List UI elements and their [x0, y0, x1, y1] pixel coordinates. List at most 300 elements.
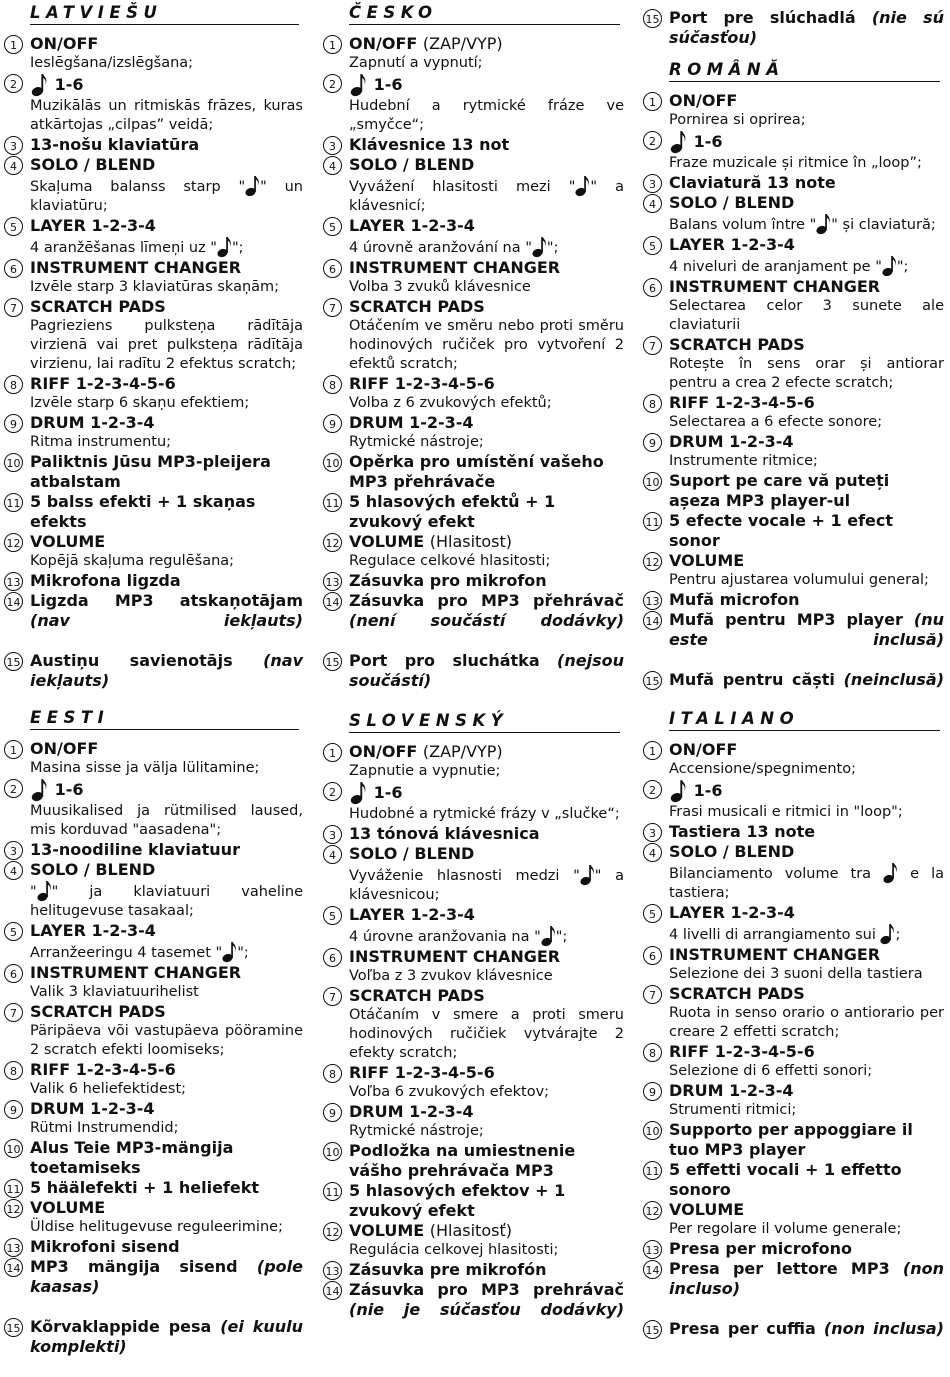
item-title: [349, 1063, 624, 1083]
item-title-text: 1-6: [373, 783, 403, 802]
item-title-note: (nav iekļauts): [30, 611, 303, 630]
item-title-text: ON/OFF: [669, 740, 738, 759]
item-description-start: 4 aranžēšanas līmeņi uz ": [30, 240, 217, 256]
item-title-extra: (Hlasitost): [429, 532, 512, 551]
music-note-icon: [532, 236, 547, 258]
list-item: [4, 963, 303, 1002]
list-item: [323, 824, 624, 844]
item-number-badge: 13: [323, 572, 342, 591]
item-title-text: Paliktnis Jūsu MP3-pleijera atbalstam: [30, 452, 271, 491]
section-heading: SLOVENSKÝ: [349, 710, 620, 733]
item-description: Masina sisse ja välja lülitamine;: [30, 760, 260, 776]
item-title: [30, 1198, 303, 1218]
list-item: [323, 135, 624, 155]
list-item: [4, 216, 303, 258]
item-title-text: Supporto per appoggiare il tuo MP3 player: [669, 1120, 913, 1159]
item-description: Izvēle starp 3 klaviatūras skaņām;: [30, 279, 280, 295]
list-item: [4, 297, 303, 374]
item-description: [349, 175, 624, 216]
item-number-badge: 4: [643, 194, 662, 213]
item-title-text: 13 tónová klávesnica: [349, 824, 540, 843]
item-description: [30, 941, 303, 963]
item-title: [669, 590, 944, 610]
item-number-badge: 2: [643, 131, 662, 150]
item-description: Rytmické nástroje;: [349, 434, 484, 450]
item-number-badge: 5: [323, 217, 342, 236]
item-title-text: SCRATCH PADS: [30, 297, 166, 316]
item-title-text: Mikrofona ligzda: [30, 571, 181, 590]
item-title: [30, 739, 303, 759]
item-title-text: INSTRUMENT CHANGER: [669, 945, 881, 964]
item-description: Üldise helitugevuse reguleerimine;: [30, 1219, 283, 1235]
item-number-badge: 10: [4, 1139, 23, 1158]
item-number-badge: 5: [643, 904, 662, 923]
music-note-icon: [816, 213, 831, 235]
item-title: [30, 297, 303, 317]
item-title-text: 13-nošu klaviatūra: [30, 135, 200, 154]
item-title-text: 1-6: [693, 132, 723, 151]
item-number-badge: 4: [323, 156, 342, 175]
list-item: [323, 1102, 624, 1141]
item-description: Voľba 6 zvukových efektov;: [349, 1084, 550, 1100]
item-description-end: ";: [555, 929, 568, 945]
item-description-end: ";: [231, 240, 244, 256]
item-title: [30, 840, 303, 860]
item-title: [349, 492, 624, 532]
item-number-badge: 6: [323, 259, 342, 278]
item-title: [669, 842, 944, 862]
item-title-text: VOLUME: [669, 551, 745, 570]
music-note-icon: [880, 923, 895, 945]
item-number-badge: 14: [4, 1258, 23, 1277]
list-item: [323, 258, 624, 297]
item-number-badge: 7: [643, 985, 662, 1004]
music-note-icon: [37, 880, 52, 902]
item-number-badge: 14: [323, 592, 342, 611]
item-title-text: INSTRUMENT CHANGER: [349, 258, 561, 277]
item-description-end: e la tastiera;: [669, 866, 944, 901]
item-title-text: 5 hlasových efektů + 1 zvukový efekt: [349, 492, 556, 531]
list-item: [643, 551, 944, 590]
item-number-badge: 7: [643, 336, 662, 355]
list-item: [643, 984, 944, 1042]
music-note-icon: [541, 925, 556, 947]
item-title-extra: (ZAP/VYP): [422, 742, 503, 761]
item-number-badge: 2: [4, 779, 23, 798]
item-description: Ritma instrumentu;: [30, 434, 172, 450]
item-number-badge: 15: [643, 671, 662, 690]
list-item: [4, 258, 303, 297]
item-title: [349, 413, 624, 433]
section-slovensky: [323, 710, 624, 1340]
item-title: [669, 740, 944, 760]
item-title: [349, 1221, 624, 1241]
item-number-badge: 4: [4, 156, 23, 175]
item-title-text: SCRATCH PADS: [349, 986, 485, 1005]
item-title-text: RIFF 1-2-3-4-5-6: [30, 374, 176, 393]
item-title-note: (nie je súčasťou dodávky): [349, 1300, 624, 1319]
item-title: [30, 1099, 303, 1119]
music-note-icon: [245, 175, 260, 197]
item-title: [30, 135, 303, 155]
list-item: [643, 393, 944, 432]
item-number-badge: 7: [4, 1003, 23, 1022]
list-item: [643, 1160, 944, 1200]
item-title: [669, 1319, 944, 1359]
item-description: Regulácia celkovej hlasitosti;: [349, 1242, 559, 1258]
item-number-badge: 1: [323, 743, 342, 762]
item-description: Muzikālās un ritmiskās frāzes, kuras atkārtojas „cilpas” veidā;: [30, 98, 303, 133]
item-title: [30, 651, 303, 711]
item-title-text: Tastiera 13 note: [669, 822, 816, 841]
item-title-note: (ei kuulu komplekti): [30, 1317, 303, 1356]
item-number-badge: 9: [323, 414, 342, 433]
item-description-end: " ja klaviatuuri vaheline helitugevuse tasakaal;: [30, 884, 303, 919]
item-description-start: 4 úrovně aranžování na ": [349, 240, 532, 256]
item-description-end: ";: [896, 259, 909, 275]
item-number-badge: 13: [643, 1240, 662, 1259]
item-title: [669, 432, 944, 452]
item-title-extra: (Hlasitosť): [429, 1221, 512, 1240]
item-title: [349, 216, 624, 236]
item-description: [669, 213, 944, 235]
item-number-badge: 4: [4, 861, 23, 880]
item-description: Ieslēgšana/izslēgšana;: [30, 55, 194, 71]
item-title-text: RIFF 1-2-3-4-5-6: [669, 393, 815, 412]
list-item: [643, 1319, 944, 1359]
item-number-badge: 1: [4, 740, 23, 759]
item-number-badge: 15: [4, 1318, 23, 1337]
item-title: [669, 471, 944, 511]
item-description: Rotește în sens orar și antiorar pentru a crea 2 efecte scratch;: [669, 356, 944, 391]
item-title-extra: (ZAP/VYP): [422, 34, 503, 53]
item-title: [30, 1138, 303, 1178]
item-description: Per regolare il volume generale;: [669, 1221, 902, 1237]
item-description: Strumenti ritmici;: [669, 1102, 797, 1118]
list-item: [643, 670, 944, 710]
item-number-badge: 2: [323, 782, 342, 801]
section-italiano: [643, 708, 944, 1359]
item-number-badge: 15: [4, 652, 23, 671]
item-title: [349, 155, 624, 175]
item-title-text: Presa per cuffia: [669, 1319, 816, 1338]
item-number-badge: 2: [4, 74, 23, 93]
list-item: [323, 1221, 624, 1260]
music-note-icon: [575, 175, 590, 197]
item-number-badge: 8: [643, 394, 662, 413]
section-cesko: [323, 2, 624, 711]
item-title-text: Zásuvka pro mikrofon: [349, 571, 547, 590]
list-item: [323, 844, 624, 905]
music-note-icon: [882, 255, 897, 277]
item-title-text: RIFF 1-2-3-4-5-6: [349, 374, 495, 393]
item-title-text: DRUM 1-2-3-4: [349, 1102, 474, 1121]
item-number-badge: 11: [323, 493, 342, 512]
item-title: [349, 258, 624, 278]
item-description: Otáčaním v smere a proti smeru hodinových ručičiek vytvárajte 2 efekty scratch;: [349, 1007, 624, 1061]
item-title-text: RIFF 1-2-3-4-5-6: [669, 1042, 815, 1061]
list-item: [323, 413, 624, 452]
item-description: [669, 862, 944, 903]
item-title-text: RIFF 1-2-3-4-5-6: [349, 1063, 495, 1082]
list-item: [4, 778, 303, 840]
item-title: [669, 1160, 944, 1200]
section-heading: ITALIANO: [669, 708, 940, 731]
item-title-text: Claviatură 13 note: [669, 173, 836, 192]
item-title-text: Mufă pentru căști: [669, 670, 835, 689]
list-item: [4, 571, 303, 591]
item-title-text: SOLO / BLEND: [669, 193, 795, 212]
item-title: [669, 610, 944, 670]
item-title-note: (pole kaasas): [30, 1257, 303, 1296]
item-title-text: VOLUME: [669, 1200, 745, 1219]
list-item: [4, 1099, 303, 1138]
list-item: [4, 860, 303, 921]
item-title-text: Mufă pentru MP3 player: [669, 610, 903, 629]
item-title-text: 1-6: [54, 780, 84, 799]
item-number-badge: 12: [4, 533, 23, 552]
list-item: [643, 1259, 944, 1319]
list-item: [4, 374, 303, 413]
list-item: [4, 840, 303, 860]
item-description: [30, 175, 303, 216]
list-item: [643, 130, 944, 173]
item-description-start: Bilanciamento volume tra: [669, 866, 884, 882]
item-title: [669, 130, 944, 154]
list-item: [4, 1317, 303, 1377]
list-item: [323, 1063, 624, 1102]
item-description-start: Balans volum între ": [669, 217, 817, 233]
item-number-badge: 14: [323, 1281, 342, 1300]
music-note-icon: [883, 862, 898, 884]
item-title: [349, 742, 624, 762]
item-title-text: DRUM 1-2-3-4: [669, 432, 794, 451]
list-item: [323, 571, 624, 591]
item-title-text: SCRATCH PADS: [669, 335, 805, 354]
item-description: Selezione dei 3 suoni della tastiera: [669, 966, 923, 982]
item-description: Hudobné a rytmické frázy v „slučke“;: [349, 806, 620, 822]
item-title-text: 5 balss efekti + 1 skaņas efekts: [30, 492, 256, 531]
item-title: [349, 905, 624, 925]
item-description: [349, 236, 624, 258]
item-title-text: ON/OFF: [349, 742, 418, 761]
list-item: [4, 1002, 303, 1060]
item-number-badge: 13: [4, 572, 23, 591]
list-item: [643, 740, 944, 779]
item-description: Selectarea celor 3 sunete ale claviaturii: [669, 298, 944, 333]
item-number-badge: 2: [323, 74, 342, 93]
item-number-badge: 12: [643, 552, 662, 571]
item-number-badge: 13: [643, 591, 662, 610]
item-number-badge: 11: [643, 1161, 662, 1180]
item-description-start: Vyvážení hlasitosti mezi ": [349, 179, 576, 195]
item-title-text: DRUM 1-2-3-4: [349, 413, 474, 432]
item-title-text: SOLO / BLEND: [669, 842, 795, 861]
item-title: [669, 1239, 944, 1259]
item-number-badge: 5: [323, 906, 342, 925]
item-number-badge: 5: [4, 217, 23, 236]
item-title: [30, 1060, 303, 1080]
item-description: Otáčením ve směru nebo proti směru hodinových ručiček pro vytvoření 2 efektů scratch;: [349, 318, 624, 372]
list-item: [323, 297, 624, 374]
item-title-text: MP3 mängija sisend: [30, 1257, 238, 1276]
item-number-badge: 15: [323, 652, 342, 671]
item-number-badge: 5: [4, 922, 23, 941]
list-item: [643, 945, 944, 984]
music-note-icon: [30, 778, 49, 802]
item-title: [30, 1178, 303, 1198]
list-item: [323, 986, 624, 1063]
item-description-start: ": [30, 884, 37, 900]
item-number-badge: 11: [323, 1182, 342, 1201]
item-title-text: SCRATCH PADS: [30, 1002, 166, 1021]
item-title: [30, 532, 303, 552]
list-item: [323, 374, 624, 413]
item-title-text: DRUM 1-2-3-4: [30, 413, 155, 432]
list-item: [323, 452, 624, 492]
item-title: [669, 984, 944, 1004]
item-title-note: (non inclusa): [823, 1319, 944, 1338]
section-romana: [643, 59, 944, 710]
list-item: [643, 511, 944, 551]
item-number-badge: 3: [4, 841, 23, 860]
item-number-badge: 10: [323, 1142, 342, 1161]
list-item: [323, 1181, 624, 1221]
item-description: [30, 880, 303, 921]
item-number-badge: 5: [643, 236, 662, 255]
item-title-text: 5 effetti vocali + 1 effetto sonoro: [669, 1160, 902, 1199]
list-item: [323, 591, 624, 651]
section-latviesu: [4, 2, 303, 711]
list-item: [4, 532, 303, 571]
item-title: [30, 34, 303, 54]
item-number-badge: 6: [323, 948, 342, 967]
item-title: [30, 1317, 303, 1377]
item-title-text: LAYER 1-2-3-4: [349, 905, 475, 924]
list-item: [643, 1239, 944, 1259]
section-eesti: [4, 707, 303, 1377]
item-title: [349, 374, 624, 394]
item-description: Ruota in senso orario o antiorario per creare 2 effetti scratch;: [669, 1005, 944, 1040]
item-title-text: Zásuvka pro MP3 přehrávač: [349, 591, 624, 610]
item-description: Volba z 6 zvukových efektů;: [349, 395, 552, 411]
item-title: [669, 945, 944, 965]
item-description: Pagrieziens pulksteņa rādītāja virzienā vai pret pulksteņa rādītāja virzienu, lai radītu 2 efektus scratch;: [30, 318, 303, 372]
item-title: [669, 1200, 944, 1220]
item-description-end: " un klaviatūru;: [30, 179, 303, 214]
item-title: [349, 1260, 624, 1280]
item-number-badge: 11: [4, 1179, 23, 1198]
item-title: [349, 532, 624, 552]
list-item: [4, 1257, 303, 1317]
item-number-badge: 12: [323, 1222, 342, 1241]
item-title-note: (nie sú súčasťou): [669, 8, 944, 47]
item-title-text: ON/OFF: [30, 739, 99, 758]
item-title: [669, 235, 944, 255]
list-item: [323, 651, 624, 711]
item-number-badge: 1: [643, 92, 662, 111]
item-title: [349, 1141, 624, 1181]
list-item: [323, 742, 624, 781]
item-title-text: Mikrofoni sisend: [30, 1237, 180, 1256]
item-title-text: Zásuvka pre mikrofón: [349, 1260, 547, 1279]
item-description-end: " a klávesnicou;: [349, 868, 624, 903]
item-number-badge: 8: [4, 1061, 23, 1080]
list-item: [643, 277, 944, 335]
item-description-start: Vyváženie hlasnosti medzi ": [349, 868, 580, 884]
item-title: [669, 277, 944, 297]
item-number-badge: 11: [643, 512, 662, 531]
item-title-text: 1-6: [693, 781, 723, 800]
list-item: [643, 471, 944, 511]
item-title-text: VOLUME: [349, 1221, 425, 1240]
item-number-badge: 9: [643, 1082, 662, 1101]
item-title-text: Ligzda MP3 atskaņotājam: [30, 591, 303, 610]
item-title: [30, 492, 303, 532]
list-item: [4, 739, 303, 778]
item-title: [669, 1081, 944, 1101]
item-title-text: 1-6: [373, 75, 403, 94]
item-title-text: LAYER 1-2-3-4: [669, 903, 795, 922]
item-title-text: Suport pe care vă puteți așeza MP3 player-ul: [669, 471, 890, 510]
item-number-badge: 9: [323, 1103, 342, 1122]
item-description: [349, 925, 624, 947]
item-number-badge: 6: [643, 946, 662, 965]
item-description: Pentru ajustarea volumului general;: [669, 572, 929, 588]
list-item: [643, 91, 944, 130]
section-heading: EESTI: [30, 707, 299, 730]
list-item: [323, 492, 624, 532]
item-description-start: 4 úrovne aranžovania na ": [349, 929, 541, 945]
item-number-badge: 3: [323, 825, 342, 844]
item-description: Pornirea si oprirea;: [669, 112, 806, 128]
item-title-text: Mufă microfon: [669, 590, 800, 609]
item-title-note: (non incluso): [669, 1259, 945, 1298]
item-title: [349, 844, 624, 864]
music-note-icon: [669, 130, 688, 154]
item-number-badge: 10: [323, 453, 342, 472]
item-title-text: 13-noodiline klaviatuur: [30, 840, 240, 859]
item-title-text: Opěrka pro umístění vašeho MP3 přehrávače: [349, 452, 604, 491]
item-number-badge: 6: [4, 259, 23, 278]
item-title-text: Klávesnice 13 not: [349, 135, 510, 154]
list-item: [323, 781, 624, 824]
item-title: [349, 34, 624, 54]
item-title-text: SCRATCH PADS: [669, 984, 805, 1003]
item-description-start: Skaļuma balanss starp ": [30, 179, 246, 195]
item-title-text: LAYER 1-2-3-4: [30, 921, 156, 940]
list-item: [323, 155, 624, 216]
item-title: [669, 511, 944, 551]
item-description: Muusikalised ja rütmilised laused, mis korduvad "aasadena";: [30, 803, 303, 838]
item-description: Valik 3 klaviatuurihelist: [30, 984, 199, 1000]
item-title-text: SOLO / BLEND: [30, 860, 156, 879]
item-description: Zapnutí a vypnutí;: [349, 55, 483, 71]
list-item: [4, 1060, 303, 1099]
item-description-end: ;: [895, 927, 901, 943]
section-heading: LATVIEŠU: [30, 2, 299, 25]
list-item: [4, 73, 303, 135]
list-item: [643, 590, 944, 610]
list-item: [4, 34, 303, 73]
item-description: Rütmi Instrumendid;: [30, 1120, 179, 1136]
item-title: [669, 1120, 944, 1160]
item-number-badge: 4: [643, 843, 662, 862]
music-note-icon: [349, 73, 368, 97]
item-number-badge: 3: [323, 136, 342, 155]
item-description-start: Arranžeeringu 4 tasemet ": [30, 945, 223, 961]
item-title-text: VOLUME: [349, 532, 425, 551]
